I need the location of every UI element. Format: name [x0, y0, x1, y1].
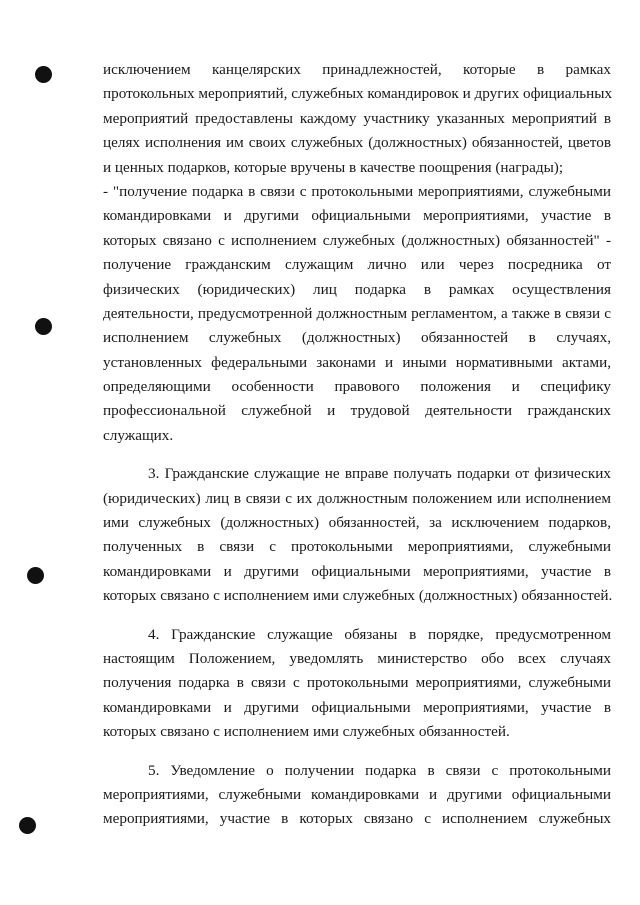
text-line: которых связано с исполнением ими служебных обязанностей.	[103, 723, 510, 741]
text-line: физических (юридических) лиц подарка в рамках осуществления	[103, 280, 611, 298]
text-line: определяющими особенности правового положения и специфику	[103, 378, 611, 396]
text-line: ими служебных (должностных) обязанностей, за исключением подарков,	[103, 514, 611, 532]
text-line: протокольных мероприятий, служебных командировок и других официальных	[103, 85, 613, 103]
text-line: командировками и другими официальными мероприятиями, участие в	[103, 698, 611, 716]
punch-hole	[35, 66, 52, 83]
text-line: полученных в связи с протокольными мероприятиями, служебными	[103, 538, 611, 556]
text-line: исполнением служебных (должностных) обязанностей в случаях,	[103, 329, 611, 347]
text-line: - "получение подарка в связи с протокольными мероприятиями, служебными	[103, 182, 611, 200]
text-line: которых связано с исполнением ими служебных (должностных) обязанностей.	[103, 587, 613, 605]
punch-hole	[35, 318, 52, 335]
text-line: командировками и другими официальными мероприятиями, участие в	[103, 562, 611, 580]
text-line: получения подарка в связи с протокольными мероприятиями, служебными	[103, 674, 611, 692]
text-line: которых связано с исполнением служебных (должностных) обязанностей" -	[103, 231, 611, 249]
text-line: (юридических) лиц в связи с их должностным положением или исполнением	[103, 489, 611, 507]
text-line: установленных федеральными законами и иными нормативными актами,	[103, 353, 611, 371]
text-line: профессиональной служебной и трудовой деятельности гражданских	[103, 402, 611, 420]
punch-hole	[19, 817, 36, 834]
paragraph-4-first-line: 4. Гражданские служащие обязаны в порядке, предусмотренном	[148, 625, 611, 643]
punch-hole	[27, 567, 44, 584]
text-line: целях исполнения им своих служебных (должностных) обязанностей, цветов	[103, 134, 611, 152]
text-line: командировками и другими официальными мероприятиями, участие в	[103, 207, 611, 225]
text-line: мероприятиями, участие в которых связано с исполнением служебных	[103, 810, 611, 828]
text-line: мероприятий предоставлены каждому участнику указанных мероприятий в	[103, 109, 611, 127]
text-line: служащих.	[103, 426, 174, 444]
text-line: получение гражданским служащим лично или через посредника от	[103, 256, 611, 274]
paragraph-3-first-line: 3. Гражданские служащие не вправе получать подарки от физических	[148, 465, 611, 483]
text-line: деятельности, предусмотренной должностным регламентом, а также в связи с	[103, 304, 611, 322]
document-body	[103, 58, 611, 832]
text-line: исключением канцелярских принадлежностей, которые в рамках	[103, 61, 611, 78]
text-line: настоящим Положением, уведомлять министерство обо всех случаях	[103, 649, 611, 667]
text-line: мероприятиями, служебными командировками и другими официальными	[103, 785, 611, 803]
paragraph-5-first-line: 5. Уведомление о получении подарка в связи с протокольными	[148, 761, 611, 779]
text-line: и ценных подарков, которые вручены в качестве поощрения (награды);	[103, 158, 564, 176]
